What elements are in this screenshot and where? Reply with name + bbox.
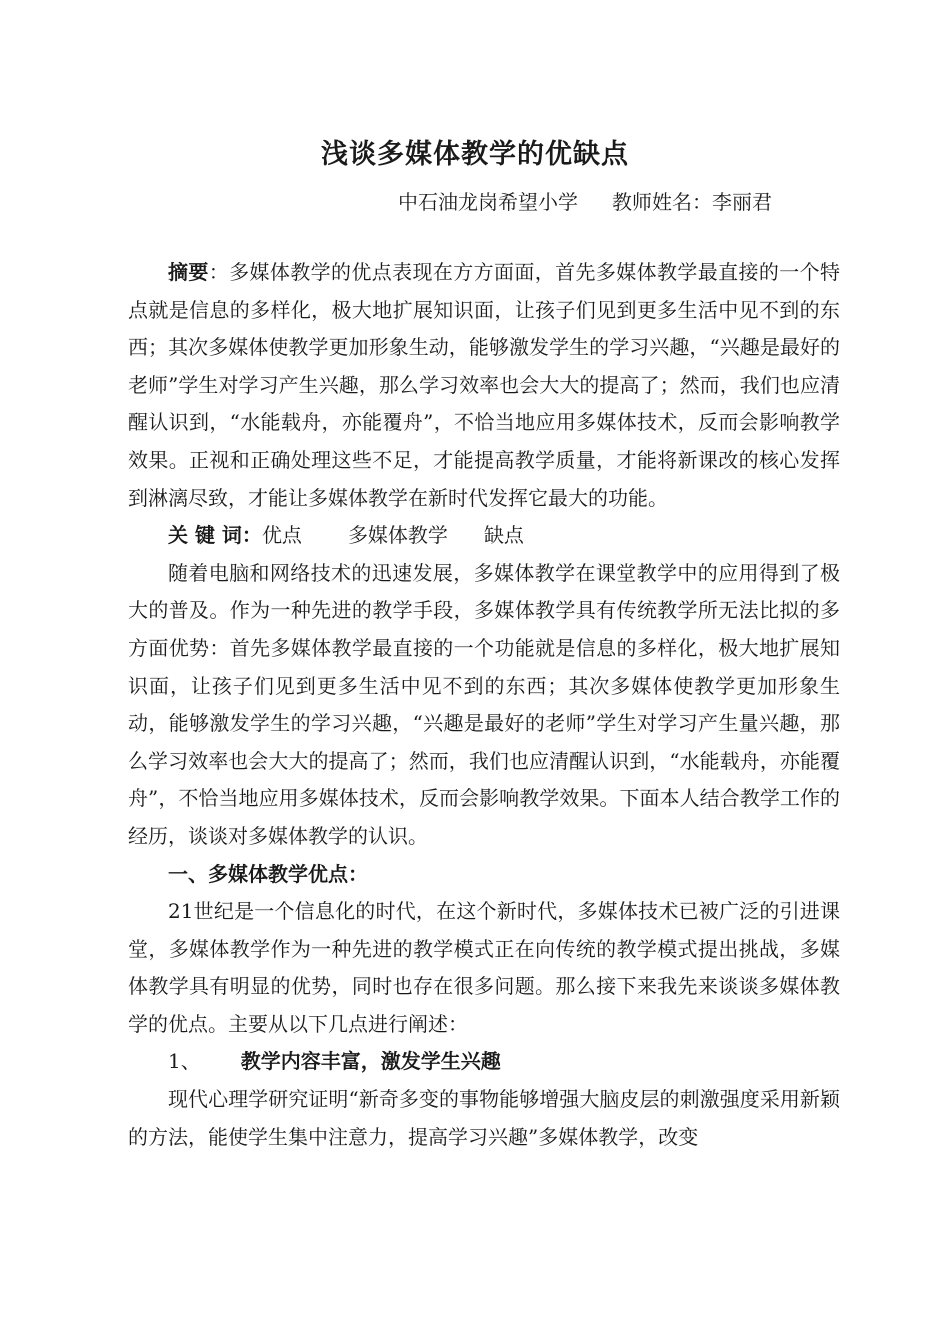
subsection-paragraph: 现代心理学研究证明“新奇多变的事物能够增强大脑皮层的刺激强度采用新颖的方法，能使学生集中注意力，提高学习兴趣”多媒体教学，改变 (128, 1087, 840, 1149)
abstract-paragraph (128, 254, 840, 517)
section-heading: 一、多媒体教学优点： (168, 861, 368, 886)
abstract-text: ：多媒体教学的优点表现在方方面面，首先多媒体教学最直接的一个特点就是信息的多样化，极大地扩展知识面，让孩子们见到更多生活中见不到的东西；其次多媒体使教学更加形象生动，能够激发学生的学习兴趣，“兴趣是最好的老师”学生对学习产生兴趣，那么学习效率也会大大的提高了；然而，我们也应清醒认识到，“水能载舟，亦能覆舟”，不恰当地应用多媒体技术，反而会影响教学效果。正视和正确处理这些不足，才能提高教学质量，才能将新课改的核心发挥到淋漓尽致，才能让多媒体教学在新时代发挥它最大的功能。 (128, 260, 840, 510)
author-line (398, 186, 772, 215)
school-name: 中石油龙岗希望小学 (398, 190, 578, 214)
subsection-heading (128, 1043, 840, 1081)
subsection-number: 1、 (168, 1049, 201, 1074)
keyword-item: 优点 (261, 523, 302, 548)
abstract-label: 摘要 (168, 260, 209, 284)
intro-paragraph: 随着电脑和网络技术的迅速发展，多媒体教学在课堂教学中的应用得到了极大的普及。作为一种先进的教学手段，多媒体教学具有传统教学所无法比拟的多方面优势：首先多媒体教学最直接的一个功能就是信息的多样化，极大地扩展知识面，让孩子们见到更多生活中见不到的东西；其次多媒体使教学更加形象生动，能够激发学生的学习兴趣，“兴趣是最好的老师”学生对学习产生量兴趣，那么学习效率也会大大的提高了；然而，我们也应清醒认识到，“水能载舟，亦能覆舟”，不恰当地应用多媒体技术，反而会影响教学效果。下面本人结合教学工作的经历，谈谈对多媒体教学的认识。 (128, 560, 840, 848)
keyword-item: 缺点 (483, 523, 524, 548)
keywords-line (128, 517, 840, 555)
section-paragraph: 21世纪是一个信息化的时代，在这个新时代，多媒体技术已被广泛的引进课堂，多媒体教学作为一种先进的教学模式正在向传统的教学模式提出挑战，多媒体教学具有明显的优势，同时也存在很多问题。那么接下来我先来谈谈多媒体教学的优点。主要从以下几点进行阐述： (128, 899, 840, 1036)
teacher-name: 教师姓名：李丽君 (612, 190, 772, 214)
keyword-item: 多媒体教学 (347, 523, 448, 548)
document-title: 浅谈多媒体教学的优缺点 (321, 139, 629, 170)
subsection-title: 教学内容丰富，激发学生兴趣 (240, 1049, 501, 1074)
keywords-label: 关 键 词： (168, 523, 262, 548)
document-body (128, 254, 840, 1156)
